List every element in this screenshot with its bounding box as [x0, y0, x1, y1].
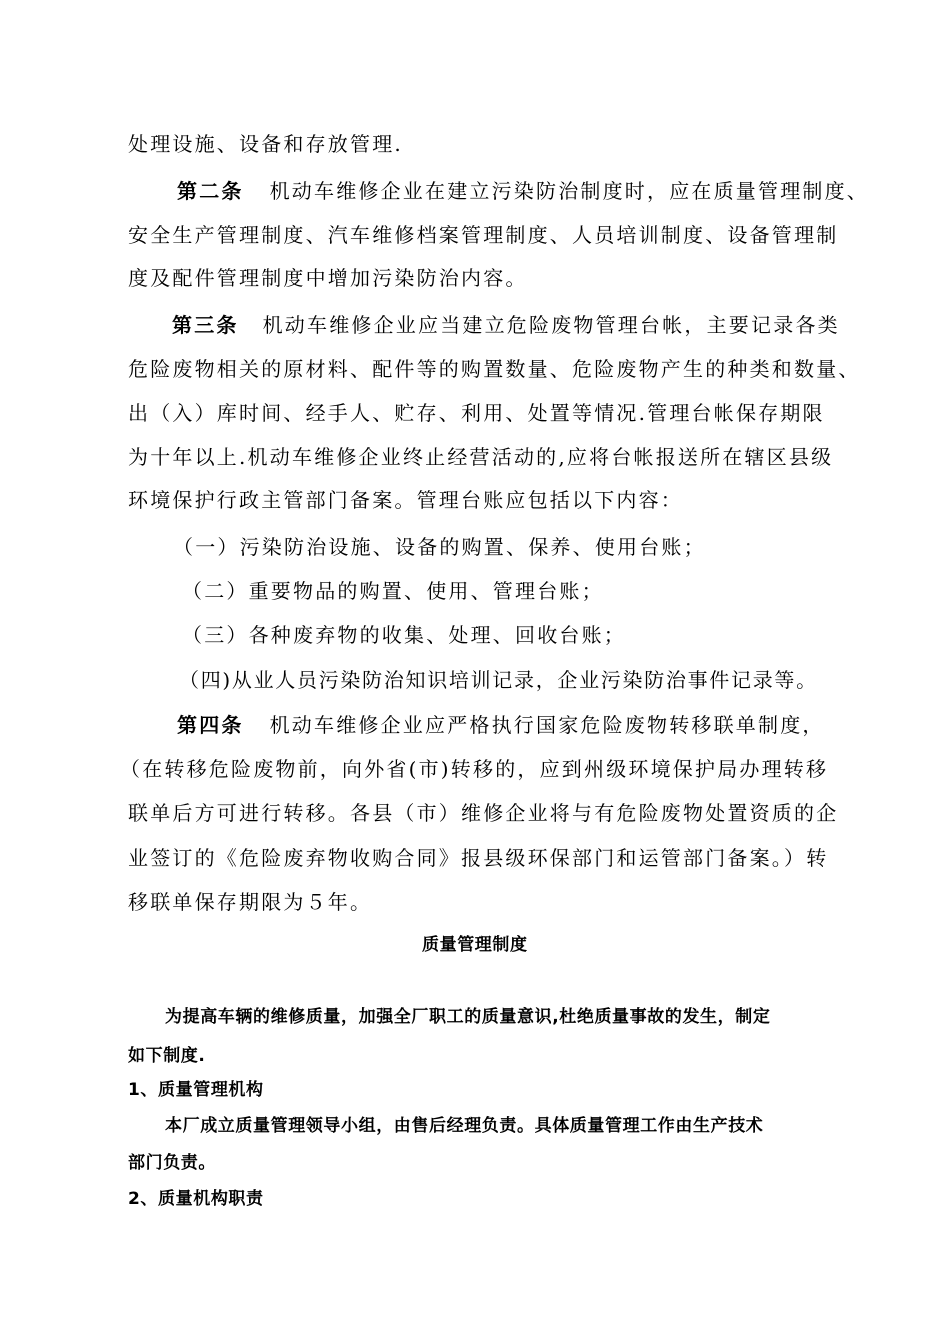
article-3-item-4: （四)从业人员污染防治知识培训记录，企业污染防治事件记录等。 [179, 668, 818, 692]
section-2-title: 2、质量机构职责 [128, 1189, 264, 1209]
article-3-text-1: 机动车维修企业应当建立危险废物管理台帐，主要记录各类 [262, 313, 840, 337]
article-3-item-2: （二）重要物品的购置、使用、管理台账； [182, 579, 604, 603]
article-2-line-2: 安全生产管理制度、汽车维修档案管理制度、人员培训制度、设备管理制 [128, 223, 839, 247]
article-3-line-3: 出（入）库时间、经手人、贮存、利用、处置等情况.管理台帐保存期限 [128, 401, 825, 425]
article-2-line-3: 度及配件管理制度中增加污染防治内容。 [128, 266, 528, 290]
section-1-line-1: 本厂成立质量管理领导小组，由售后经理负责。具体质量管理工作由生产技术 [165, 1116, 764, 1136]
article-3-item-3: （三）各种废弃物的收集、处理、回收台账； [182, 623, 626, 647]
article-3-item-1: （一）污染防治设施、设备的购置、保养、使用台账； [173, 535, 706, 559]
article-4-label: 第四条 [177, 713, 244, 737]
article-3-line-4: 为十年以上.机动车维修企业终止经营活动的,应将台帐报送所在辖区县级 [128, 445, 834, 469]
article-2-line-1 [177, 178, 869, 204]
section-1-title: 1、质量管理机构 [128, 1080, 264, 1100]
quality-intro-line-2: 如下制度. [128, 1046, 206, 1066]
article-2-text-1: 机动车维修企业在建立污染防治制度时，应在质量管理制度、 [269, 179, 870, 203]
article-3-line-2: 危险废物相关的原材料、配件等的购置数量、危险废物产生的种类和数量、 [128, 357, 861, 381]
section-1-line-2: 部门负责。 [128, 1153, 216, 1173]
article-4-line-3: 联单后方可进行转移。各县（市）维修企业将与有危险废物处置资质的企 [128, 801, 839, 825]
quality-title: 质量管理制度 [422, 935, 528, 955]
article-3-line-5: 环境保护行政主管部门备案。管理台账应包括以下内容： [128, 488, 683, 512]
article-3-label: 第三条 [172, 313, 239, 337]
article-4-line-2: （在转移危险废物前，向外省(市)转移的，应到州级环境保护局办理转移 [120, 757, 829, 781]
quality-intro-line-1: 为提高车辆的维修质量，加强全厂职工的质量意识,杜绝质量事故的发生，制定 [165, 1007, 771, 1027]
article-3-line-1 [172, 312, 840, 338]
article-4-line-5: 移联单保存期限为５年。 [128, 890, 373, 914]
article-1-continuation: 处理设施、设备和存放管理. [128, 132, 403, 156]
article-4-line-4: 业签订的《危险废弃物收购合同》报县级环保部门和运管部门备案。）转 [128, 846, 829, 870]
article-4-line-1 [177, 712, 825, 738]
article-2-label: 第二条 [177, 179, 244, 203]
article-4-text-1: 机动车维修企业应严格执行国家危险废物转移联单制度， [269, 713, 825, 737]
